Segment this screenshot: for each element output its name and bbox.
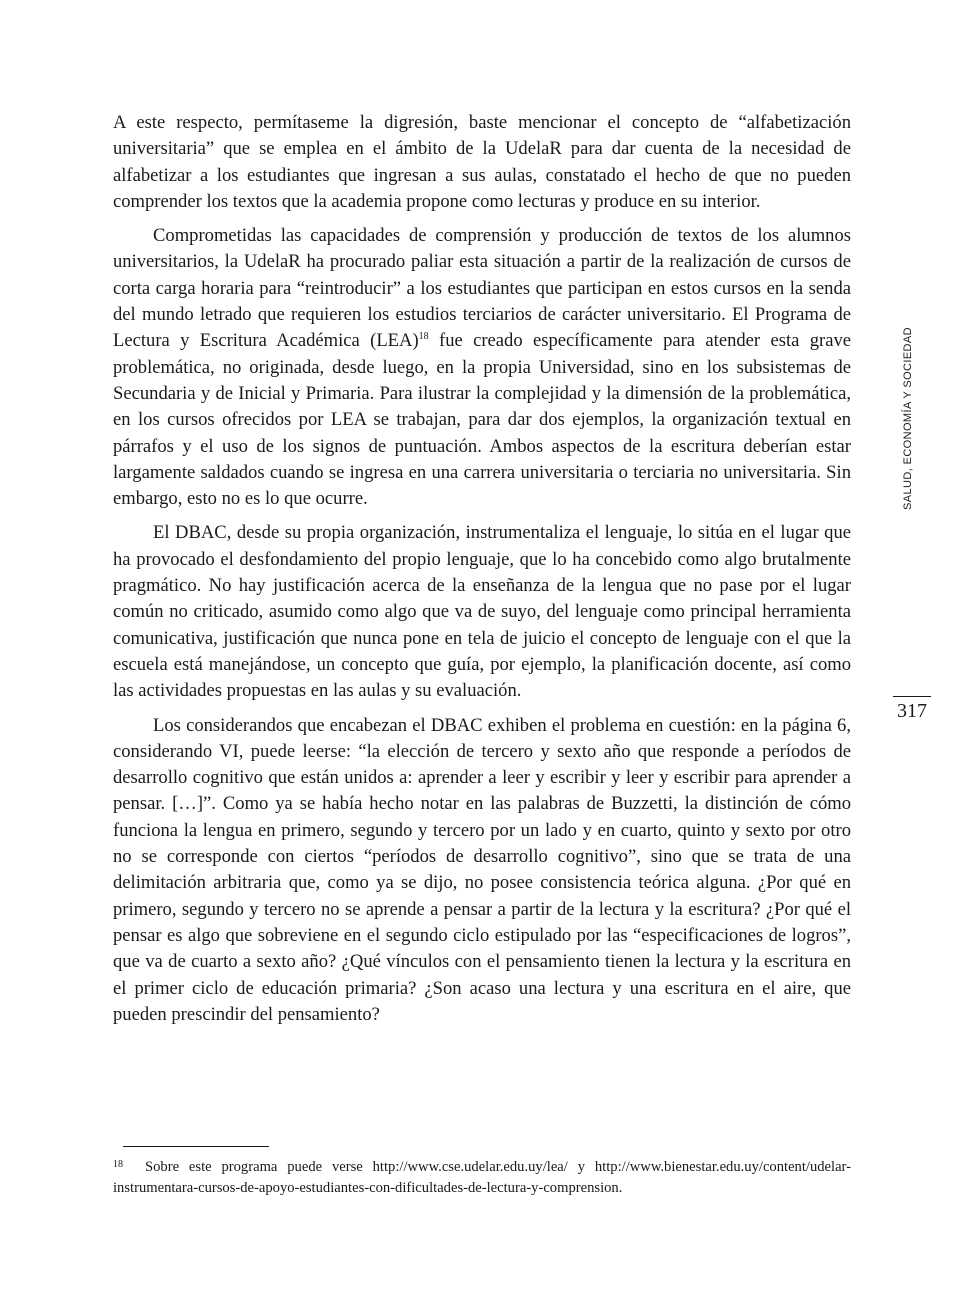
footnote-reference[interactable]: 18 — [418, 331, 429, 343]
running-section-title: SALUD, ECONOMÍA Y SOCIEDAD — [902, 327, 914, 510]
footnote — [113, 1154, 851, 1199]
page-number-rule — [893, 696, 931, 697]
body-text — [113, 110, 851, 1036]
paragraph-2 — [113, 223, 851, 512]
paragraph-1: A este respecto, permítaseme la digresión, baste mencionar el concepto de “alfabetización universitaria” que se emplea en el ámbito de la UdelaR para dar cuenta de la necesidad de alfabetizar a los estudiantes que ingresan a sus aulas, constatado el hecho de que no pueden comprender los textos que la academia propone como lecturas y produce en su interior. — [113, 112, 851, 212]
footnote-separator — [123, 1146, 269, 1147]
paragraph-4: Los considerandos que encabezan el DBAC exhiben el problema en cuestión: en la página 6, considerando VI, puede leerse: “la elección de tercero y sexto año que responde a períodos de desarrollo cognitivo que están unidos a: aprender a leer y escribir y leer y escribir para aprender a pensar. […]”. Como ya se había hecho notar en las palabras de Buzzetti, la distinción de cómo funciona la lengua en primero, segundo y tercero por un lado y en cuarto, quinto y sexto por otro no se corresponde con ciertos “períodos de desarrollo cognitivo”, sino que se trata de una delimitación arbitraria que, como ya se dijo, no posee consistencia teórica alguna. ¿Por qué en primero, segundo y tercero no se aprende a pensar a partir de la lectura y la escritura? ¿Por qué el pensar es algo que sobreviene en el segundo ciclo estipulado por las “especificaciones de logros”, que va de cuarto a sexto año? ¿Qué vínculos con el pensamiento tienen la lectura y la escritura en el primer ciclo de educación primaria? ¿Son acaso una lectura y una escritura en el aire, que pueden prescindir del pensamiento? — [113, 714, 851, 1025]
page-number: 317 — [897, 700, 927, 722]
paragraph-3: El DBAC, desde su propia organización, instrumentaliza el lenguaje, lo sitúa en el lugar que ha provocado el desfondamiento del propio lenguaje, que lo ha concebido como algo brutalmente pragmático. No hay justificación acerca de la enseñanza de la lengua que no pase por el lugar común no criticado, asumido como algo que va de suyo, del lenguaje como principal herramienta comunicativa, justificación que nunca pone en tela de juicio el concepto de lenguaje con el que la escuela está manejándose, un concepto que guía, por ejemplo, la planificación docente, así como las actividades propuestas en las aulas y su evaluación. — [113, 522, 851, 702]
paragraph-2-end: fue creado específicamente para atender esta grave problemática, no originada, desde luego, en la propia Universidad, sino en los subsistemas de Secundaria y de Inicial y Primaria. Para ilustrar la complejidad y la dimensión de la problemática, en los cursos ofrecidos por LEA se trabajan, para dar dos ejemplos, la organización textual en párrafos y el uso de los signos de puntuación. Ambos aspectos de la escritura deberían estar largamente saldados cuando se ingresa en una carrera universitaria o terciaria no universitaria. Sin embargo, esto no es lo que ocurre. — [113, 330, 851, 510]
footnote-mark: 18 — [113, 1159, 123, 1170]
footnote-text: Sobre este programa puede verse http://www.cse.udelar.edu.uy/lea/ y http://www.bienestar.edu.uy/content/udelar-instrumentara-cursos-de-apoyo-estudiantes-con-dificultades-de-lectura-y-comprension. — [113, 1159, 851, 1196]
paragraph-2-start: Comprometidas las capacidades de comprensión y producción de textos de los alumnos universitarios, la UdelaR ha procurado paliar esta situación a partir de la realización de cursos de corta carga horaria para “reintroducir” a los estudiantes que participan en estos cursos en la senda del mundo letrado que requieren los estudios terciarios de carácter universitario. El Programa de Lectura y Escritura Académica (LEA) — [113, 225, 851, 352]
